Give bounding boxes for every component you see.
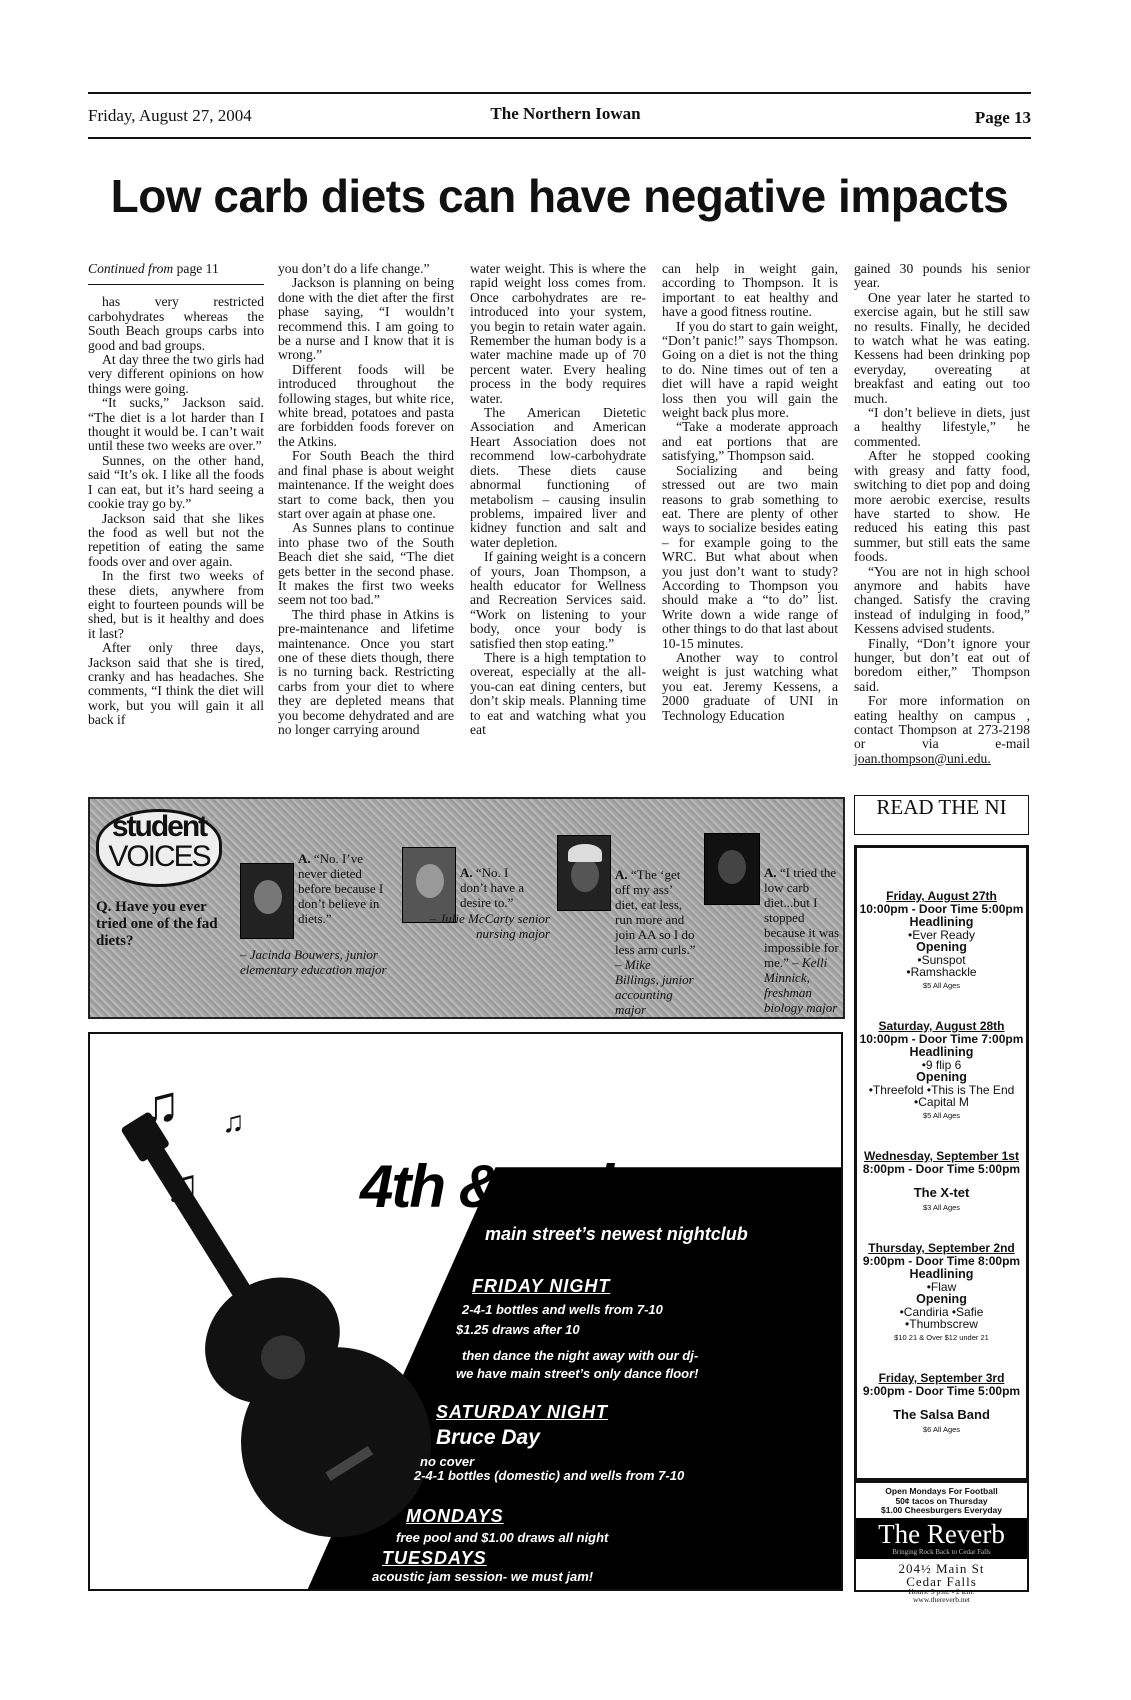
read-the-ni-box: READ THE NI xyxy=(854,795,1029,835)
attribution-1 xyxy=(240,947,390,977)
attribution-2 xyxy=(390,911,550,941)
event-time: 8:00pm - Door Time 5:00pm xyxy=(862,1162,1021,1176)
answer-quote: “The ‘get off my ass’ diet, eat less, run more and join AA so I do less arm curls.” xyxy=(615,867,696,957)
paragraph xyxy=(662,320,838,421)
answer-2 xyxy=(460,865,536,910)
paragraph-text: “It sucks,” Jackson said. “The diet is a lot harder than I thought it would be. I can’t wait until these two weeks are over.” xyxy=(88,395,264,454)
paragraph-text: can help in weight gain, according to Thompson. It is important to eat healthy and have a good fitness routine. xyxy=(662,261,838,320)
paragraph-text: you don’t do a life change.” xyxy=(278,261,430,276)
paragraph-text: If you do start to gain weight, “Don’t panic!” says Thompson. Going on a diet is not the thing to do. Nine times out of ten a diet will have a rapid weight loss then you will gain the weight back plus more. xyxy=(662,318,838,421)
attribution-text: – Kelli Minnick, freshman biology major xyxy=(764,955,838,1015)
paragraph xyxy=(854,449,1030,564)
friday-draws-big: $1.25 xyxy=(456,1322,489,1337)
event-listing xyxy=(857,1242,1026,1342)
top-rule xyxy=(88,92,1031,94)
paragraph-text: Jackson said that she likes the food as well but not the repetition of eating the same foods over and over again. xyxy=(88,510,264,569)
paragraph xyxy=(278,449,454,521)
saturday-act: Bruce Day xyxy=(436,1426,540,1449)
band-name: •Capital M xyxy=(914,1095,969,1109)
attribution-text: – Jacinda Bouwers, junior elementary education major xyxy=(240,947,387,977)
hours: Hours: 5 p.m. - 2 a.m. xyxy=(908,1586,975,1596)
reverb-website[interactable]: www.thereverb.net xyxy=(913,1594,970,1604)
special: 50¢ tacos on Thursday xyxy=(895,1495,988,1506)
address-line: Cedar Falls xyxy=(906,1573,977,1589)
paragraph xyxy=(854,291,1030,406)
paragraph-text: has very restricted carbohydrates whereas the South Beach groups carbs into good and bad groups. xyxy=(88,294,264,353)
event-date: Wednesday, September 1st xyxy=(864,1149,1019,1163)
paragraph-text: After only three days, Jackson said that she is tired, cranky and has headaches. She comments, “I think the diet will work, but you will gain it all back if xyxy=(88,640,264,728)
article-column-2 xyxy=(278,262,454,737)
address-line: 204½ Main St xyxy=(898,1560,985,1576)
attribution-text: – Julie McCarty senior nursing major xyxy=(429,911,550,941)
answer-label: A. xyxy=(460,865,473,880)
paragraph xyxy=(88,641,264,727)
paragraph-text: Sunnes, on the other hand, said “It’s ok. I like all the foods I can eat, but it’s hard seeing a cookie tray go by.” xyxy=(88,452,264,512)
paragraph xyxy=(470,406,646,550)
band-name: •Sunspot xyxy=(917,953,966,967)
music-note-icon: ♫ xyxy=(222,1106,245,1139)
paragraph-text: If gaining weight is a concern of yours, Joan Thompson, a health educator for Wellness and Recreation Services said. “Work on listening to your body, once your body is satisfied then stop eating.” xyxy=(470,549,646,651)
music-note-icon: ♫ xyxy=(140,1075,181,1135)
logo-text-bottom: VOICES xyxy=(108,840,210,873)
paragraph xyxy=(662,262,838,320)
paragraph xyxy=(854,406,1030,449)
paragraph-text: At day three the two girls had very different opinions on how things were going. xyxy=(88,352,264,396)
attribution-text: – Mike Billings, junior accounting major xyxy=(615,957,694,1017)
paragraph xyxy=(278,608,454,738)
paragraph xyxy=(278,262,454,276)
reverb-hours xyxy=(856,1588,1027,1604)
paragraph xyxy=(470,550,646,651)
paragraph-text: There is a high temptation to overeat, especially at the all-you-can eat dining centers, but don’t skip meals. Planning time to eat and watching what you eat xyxy=(470,649,646,737)
continued-label: Continued from xyxy=(88,261,174,276)
event-time: 10:00pm - Door Time 5:00pm xyxy=(859,902,1024,916)
band-name: •Threefold •This is The End xyxy=(868,1083,1015,1097)
fourth-and-main-ad xyxy=(88,1032,843,1591)
reverb-events-list xyxy=(854,845,1029,1481)
paragraph xyxy=(278,276,454,362)
event-listing xyxy=(857,890,1026,990)
friday-extra-2: we have main street’s only dance floor! xyxy=(456,1366,699,1381)
paragraph xyxy=(854,637,1030,695)
newspaper-name: The Northern Iowan xyxy=(490,104,641,123)
event-time: 9:00pm - Door Time 8:00pm xyxy=(862,1254,1021,1268)
answer-3 xyxy=(557,867,697,1017)
billing-label: Headlining xyxy=(909,915,974,929)
paragraph-text: Different foods will be introduced throughout the following stages, but white rice, white bread, potatoes and pasta are forbidden foods forever on the Atkins. xyxy=(278,361,454,449)
reverb-logo-band xyxy=(856,1518,1027,1559)
continued-from xyxy=(88,262,264,285)
answer-quote: “I tried the low carb diet...but I stopped because it was impossible for me.” xyxy=(764,865,840,970)
paragraph-text: The third phase in Atkins is pre-maintenance and lifetime maintenance. Once you start one of these diets though, there is no turning back. Restricting carbs from your diet to where they are depleted means that you become dehydrated and are no longer carrying around xyxy=(278,606,454,737)
friday-deal: bottles and wells from 7-10 xyxy=(495,1302,663,1317)
event-date: Thursday, September 2nd xyxy=(868,1241,1015,1255)
student-voices-logo xyxy=(96,809,222,887)
reverb-address xyxy=(856,1562,1027,1588)
event-listing xyxy=(857,1150,1026,1212)
paragraph-text: In the first two weeks of these diets, anywhere from eight to fourteen pounds will be shed, but is it healthy and does it last? xyxy=(88,568,264,641)
paragraph xyxy=(88,396,264,454)
paragraph xyxy=(470,262,646,406)
student-voices-question: Q. Have you ever tried one of the fad diets? xyxy=(96,899,218,949)
reverb-name: The Reverb xyxy=(878,1518,1005,1549)
paragraph xyxy=(278,363,454,449)
paragraph xyxy=(662,651,838,723)
tuesdays-deal: acoustic jam session- we must jam! xyxy=(372,1569,594,1584)
special: Open Mondays For Football xyxy=(885,1486,998,1496)
friday-extra-1: then dance the night away with our dj- xyxy=(462,1348,699,1363)
paragraph-text: After he stopped cooking with greasy and fatty food, switching to diet pop and doing more aerobic exercise, results have started to show. He reduced his eating this past summer, but still eats the same foods. xyxy=(854,448,1030,565)
headliner: The Salsa Band xyxy=(893,1407,990,1422)
saturday-cover: no cover xyxy=(420,1454,475,1469)
band-name: •Thumbscrew xyxy=(905,1317,978,1331)
paragraph xyxy=(88,353,264,396)
logo-text-top: student xyxy=(111,810,207,843)
paragraph-text: “Take a moderate approach and eat portions that are satisfying,” Thompson said. xyxy=(662,419,838,464)
paragraph-text: water weight. This is where the rapid weight loss comes from. Once carbohydrates are re-introduced into your system, you begin to retain water again. Remember the human body is a water machine made up of 70 percent water. Every healing process in the body requires water. xyxy=(470,261,646,406)
saturday-heading: SATURDAY NIGHT xyxy=(436,1402,609,1422)
paragraph-text: The American Dietetic Association and American Heart Association does not recommend low-carbohydrate diets. These diets cause abnormal functioning of metabolism – causing insulin problems, impaired liver and kidney function and salt and water depletion. xyxy=(470,405,646,550)
event-date: Friday, September 3rd xyxy=(878,1371,1005,1385)
answer-label: A. xyxy=(764,865,777,880)
paragraph xyxy=(278,521,454,607)
friday-heading: FRIDAY NIGHT xyxy=(472,1276,611,1296)
billing-label: Opening xyxy=(916,1292,967,1306)
paragraph xyxy=(854,262,1030,291)
paragraph xyxy=(470,651,646,737)
article-column-3 xyxy=(470,262,646,737)
header-rule xyxy=(88,137,1031,139)
reverb-tagline: Bringing Rock Back to Cedar Falls xyxy=(892,1547,991,1556)
article-column-5 xyxy=(854,262,1030,766)
paragraph-text: As Sunnes plans to continue into phase two of the South Beach diet she said, “The diet gets better in the second phase. It makes the first two weeks seem not too bad.” xyxy=(278,520,454,608)
saturday-deal-big: 2-4-1 xyxy=(414,1468,445,1483)
friday-deal-big: 2-4-1 xyxy=(462,1302,493,1317)
issue-date: Friday, August 27, 2004 xyxy=(88,106,252,125)
answer-quote: “No. I’ve never dieted before because I don’t believe in diets.” xyxy=(298,851,384,926)
band-name: •Candiria •Safie xyxy=(899,1305,984,1319)
paragraph-text: gained 30 pounds his senior year. xyxy=(854,261,1030,291)
headliner: The X-tet xyxy=(913,1185,970,1200)
event-price: $10 21 & Over $12 under 21 xyxy=(894,1333,989,1342)
special: $1.00 Cheesburgers Everyday xyxy=(881,1505,1002,1515)
email-link[interactable]: joan.thompson@uni.edu. xyxy=(854,750,991,766)
band-name: •Ever Ready xyxy=(908,928,975,942)
paragraph-text: Finally, “Don’t ignore your hunger, but don’t eat out of boredom either,” Thompson said. xyxy=(854,635,1030,694)
event-date: Saturday, August 28th xyxy=(878,1019,1005,1033)
paragraph-text: Another way to control weight is just watching what you eat. Jeremy Kessens, a 2000 graduate of UNI in Technology Education xyxy=(662,649,838,723)
paragraph-text: “I don’t believe in diets, just a healthy lifestyle,” he commented. xyxy=(854,405,1030,449)
paragraph xyxy=(88,295,264,353)
answer-1 xyxy=(298,851,384,926)
mondays-deal: free pool and $1.00 draws all night xyxy=(396,1530,609,1545)
article-column-4 xyxy=(662,262,838,723)
paragraph-text: For South Beach the third and final phase is about weight maintenance. If the weight does start to come back, then you start over again at phase one. xyxy=(278,448,454,521)
friday-draws: draws after 10 xyxy=(492,1322,580,1337)
event-time: 9:00pm - Door Time 5:00pm xyxy=(862,1384,1021,1398)
billing-label: Opening xyxy=(916,940,967,954)
event-price: $5 All Ages xyxy=(922,1111,961,1120)
answer-label: A. xyxy=(615,867,628,882)
answer-4 xyxy=(704,865,840,1015)
page-number: Page 13 xyxy=(974,108,1031,127)
saturday-deal: bottles (domestic) and wells from 7-10 xyxy=(447,1468,685,1483)
answer-label: A. xyxy=(298,851,311,866)
paragraph-text: For more information on eating healthy on campus , contact Thompson at 273-2198 or via e-mail xyxy=(854,693,1030,752)
band-name: •Flaw xyxy=(926,1280,957,1294)
headline: Low carb diets can have negative impacts xyxy=(110,170,1009,222)
music-note-icon: ♫ xyxy=(165,1160,200,1211)
club-tagline: main street’s newest nightclub xyxy=(485,1224,748,1244)
paragraph xyxy=(854,565,1030,637)
continued-page-link[interactable]: page 11 xyxy=(176,261,219,276)
paragraph xyxy=(88,569,264,641)
paragraph xyxy=(854,694,1030,766)
paragraph xyxy=(662,464,838,651)
event-price: $6 All Ages xyxy=(922,1425,961,1434)
club-logo: 4th & main xyxy=(360,1153,647,1220)
paragraph-text: “You are not in high school anymore and habits have changed. Satisfy the craving instead of indulging in food,” Kessens advised students. xyxy=(854,563,1030,637)
event-date: Friday, August 27th xyxy=(886,889,997,903)
event-listing xyxy=(857,1020,1026,1120)
reverb-ad xyxy=(854,1481,1029,1604)
mondays-heading: MONDAYS xyxy=(406,1506,504,1526)
paragraph-text: One year later he started to exercise again, but he still saw no results. Finally, he decided to watch what he was eating. Kessens had been drinking pop everyday, overeating at breakfast and eating out too much. xyxy=(854,289,1030,406)
reverb-specials xyxy=(856,1483,1027,1518)
paragraph xyxy=(662,420,838,463)
band-name: •Ramshackle xyxy=(906,965,977,979)
event-price: $3 All Ages xyxy=(922,1203,961,1212)
article-column-1 xyxy=(88,262,264,728)
paragraph xyxy=(88,512,264,570)
paragraph-text: Socializing and being stressed out are two main reasons to grab something to eat. There are plenty of other ways to socialize besides eating – for example going to the WRC. But what about when you just don’t want to study? According to Thompson you should make a “to do” list. Write down a wide range of other things to do that last about 10-15 minutes. xyxy=(662,462,838,651)
billing-label: Opening xyxy=(916,1070,967,1084)
event-listing xyxy=(857,1372,1026,1434)
billing-label: Headlining xyxy=(909,1045,974,1059)
paragraph xyxy=(88,454,264,512)
tuesdays-heading: TUESDAYS xyxy=(382,1548,487,1568)
event-price: $5 All Ages xyxy=(922,981,961,990)
paragraph-text: Jackson is planning on being done with the diet after the first phase saying, “I wouldn’t recommend this. I am going to be a nurse and I know that it is wrong.” xyxy=(278,275,454,363)
band-name: •9 flip 6 xyxy=(921,1058,962,1072)
event-time: 10:00pm - Door Time 7:00pm xyxy=(859,1032,1024,1046)
student-voices-box xyxy=(88,797,845,1019)
photo-jacinda xyxy=(240,863,294,939)
answer-quote: “No. I don’t have a desire to.” xyxy=(460,865,525,910)
billing-label: Headlining xyxy=(909,1267,974,1281)
